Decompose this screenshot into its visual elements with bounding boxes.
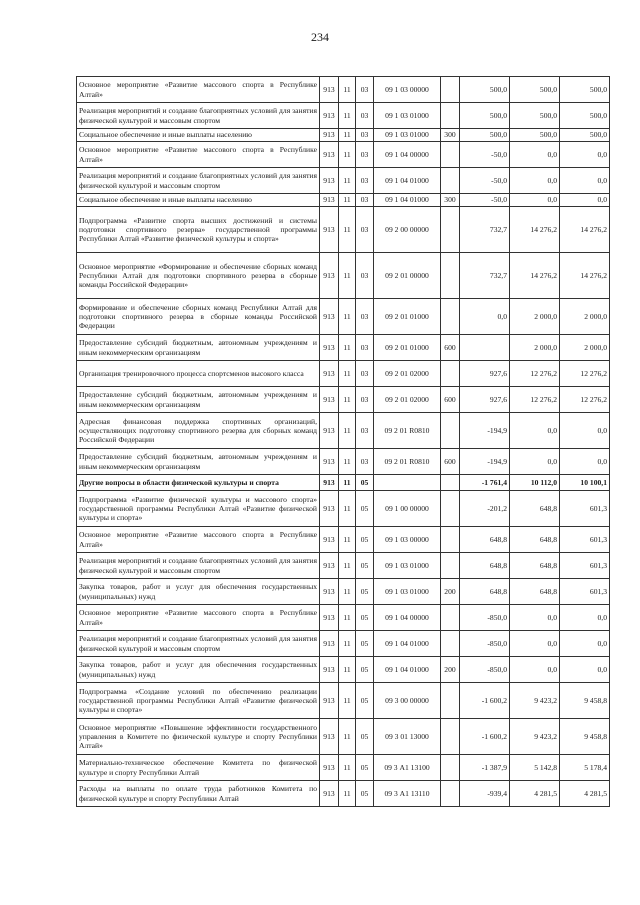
target-article: 09 2 00 00000 bbox=[374, 207, 441, 253]
admin-code: 913 bbox=[320, 77, 339, 103]
target-article: 09 2 01 00000 bbox=[374, 253, 441, 299]
target-article: 09 3 А1 13100 bbox=[374, 755, 441, 781]
amount-year-1: -939,4 bbox=[460, 781, 510, 807]
expense-type bbox=[441, 755, 460, 781]
subsection-code: 05 bbox=[356, 605, 374, 631]
amount-year-2: 2 000,0 bbox=[510, 299, 560, 335]
admin-code: 913 bbox=[320, 103, 339, 129]
table-row bbox=[77, 491, 610, 527]
expense-type bbox=[441, 475, 460, 491]
subsection-code: 05 bbox=[356, 491, 374, 527]
page-number: 234 bbox=[311, 30, 329, 44]
amount-year-2: 648,8 bbox=[510, 491, 560, 527]
table-row bbox=[77, 129, 610, 142]
amount-year-2: 2 000,0 bbox=[510, 335, 560, 361]
expense-name: Основное мероприятие «Развитие массового спорта в Республике Алтай» bbox=[77, 527, 320, 553]
expense-name: Основное мероприятие «Развитие массового спорта в Республике Алтай» bbox=[77, 77, 320, 103]
subsection-code: 05 bbox=[356, 781, 374, 807]
amount-year-1: 0,0 bbox=[460, 299, 510, 335]
section-code: 11 bbox=[339, 413, 356, 449]
amount-year-1: -50,0 bbox=[460, 194, 510, 207]
target-article: 09 1 04 01000 bbox=[374, 168, 441, 194]
amount-year-3: 10 100,1 bbox=[560, 475, 610, 491]
subsection-code: 05 bbox=[356, 755, 374, 781]
subsection-code: 03 bbox=[356, 168, 374, 194]
section-code: 11 bbox=[339, 194, 356, 207]
section-code: 11 bbox=[339, 719, 356, 755]
subsection-code: 03 bbox=[356, 77, 374, 103]
target-article: 09 1 03 00000 bbox=[374, 527, 441, 553]
target-article: 09 2 01 R0810 bbox=[374, 413, 441, 449]
amount-year-3: 0,0 bbox=[560, 657, 610, 683]
amount-year-2: 9 423,2 bbox=[510, 683, 560, 719]
section-code: 11 bbox=[339, 579, 356, 605]
expense-type bbox=[441, 491, 460, 527]
amount-year-3: 14 276,2 bbox=[560, 253, 610, 299]
amount-year-1: 500,0 bbox=[460, 103, 510, 129]
admin-code: 913 bbox=[320, 387, 339, 413]
expense-type bbox=[441, 413, 460, 449]
amount-year-2: 648,8 bbox=[510, 527, 560, 553]
table-row bbox=[77, 449, 610, 475]
admin-code: 913 bbox=[320, 631, 339, 657]
expense-type bbox=[441, 631, 460, 657]
target-article: 09 1 03 01000 bbox=[374, 129, 441, 142]
table-row bbox=[77, 194, 610, 207]
admin-code: 913 bbox=[320, 553, 339, 579]
expense-type bbox=[441, 683, 460, 719]
expense-name: Формирование и обеспечение сборных команд Республики Алтай для подготовки спортивного резерва в сборные команды Российской Федерации bbox=[77, 299, 320, 335]
table-row bbox=[77, 387, 610, 413]
amount-year-1: 732,7 bbox=[460, 253, 510, 299]
subsection-code: 03 bbox=[356, 129, 374, 142]
amount-year-2: 4 281,5 bbox=[510, 781, 560, 807]
expense-type bbox=[441, 361, 460, 387]
section-code: 11 bbox=[339, 683, 356, 719]
table-row bbox=[77, 781, 610, 807]
admin-code: 913 bbox=[320, 335, 339, 361]
subsection-code: 05 bbox=[356, 657, 374, 683]
expense-type bbox=[441, 77, 460, 103]
expense-type bbox=[441, 299, 460, 335]
amount-year-3: 2 000,0 bbox=[560, 299, 610, 335]
target-article: 09 1 04 01000 bbox=[374, 657, 441, 683]
target-article: 09 1 04 01000 bbox=[374, 194, 441, 207]
subsection-code: 05 bbox=[356, 631, 374, 657]
table-row bbox=[77, 579, 610, 605]
expense-name: Закупка товаров, работ и услуг для обеспечения государственных (муниципальных) нужд bbox=[77, 657, 320, 683]
admin-code: 913 bbox=[320, 207, 339, 253]
admin-code: 913 bbox=[320, 657, 339, 683]
target-article bbox=[374, 475, 441, 491]
subsection-code: 03 bbox=[356, 335, 374, 361]
amount-year-1: 648,8 bbox=[460, 527, 510, 553]
expense-name: Основное мероприятие «Формирование и обеспечение сборных команд Республики Алтай для подготовки спортивного резерва в сборные команды Российской Федерации» bbox=[77, 253, 320, 299]
expense-type: 600 bbox=[441, 387, 460, 413]
section-code: 11 bbox=[339, 142, 356, 168]
amount-year-3: 4 281,5 bbox=[560, 781, 610, 807]
amount-year-1: -850,0 bbox=[460, 657, 510, 683]
section-code: 11 bbox=[339, 605, 356, 631]
expense-type bbox=[441, 781, 460, 807]
amount-year-2: 0,0 bbox=[510, 413, 560, 449]
expense-name: Основное мероприятие «Развитие массового спорта в Республике Алтай» bbox=[77, 142, 320, 168]
amount-year-2: 0,0 bbox=[510, 631, 560, 657]
target-article: 09 1 04 01000 bbox=[374, 631, 441, 657]
expense-name: Расходы на выплаты по оплате труда работников Комитета по физической культуре и спорту Республики Алтай bbox=[77, 781, 320, 807]
section-code: 11 bbox=[339, 781, 356, 807]
amount-year-1: -50,0 bbox=[460, 142, 510, 168]
amount-year-2: 648,8 bbox=[510, 579, 560, 605]
budget-table bbox=[76, 76, 610, 807]
target-article: 09 2 01 02000 bbox=[374, 361, 441, 387]
amount-year-2: 12 276,2 bbox=[510, 387, 560, 413]
section-code: 11 bbox=[339, 361, 356, 387]
amount-year-3: 601,3 bbox=[560, 553, 610, 579]
admin-code: 913 bbox=[320, 527, 339, 553]
subsection-code: 03 bbox=[356, 194, 374, 207]
amount-year-2: 0,0 bbox=[510, 194, 560, 207]
section-code: 11 bbox=[339, 77, 356, 103]
admin-code: 913 bbox=[320, 413, 339, 449]
amount-year-2: 0,0 bbox=[510, 168, 560, 194]
expense-type bbox=[441, 605, 460, 631]
table-row bbox=[77, 335, 610, 361]
admin-code: 913 bbox=[320, 361, 339, 387]
amount-year-1: 927,6 bbox=[460, 361, 510, 387]
target-article: 09 3 А1 13110 bbox=[374, 781, 441, 807]
subsection-code: 05 bbox=[356, 719, 374, 755]
target-article: 09 2 01 01000 bbox=[374, 299, 441, 335]
expense-name: Предоставление субсидий бюджетным, автономным учреждениям и иным некоммерческим организациям bbox=[77, 449, 320, 475]
section-code: 11 bbox=[339, 387, 356, 413]
expense-name: Адресная финансовая поддержка спортивных организаций, осуществляющих подготовку спортивного резерва для сборных команд Российской Федерации bbox=[77, 413, 320, 449]
subsection-code: 03 bbox=[356, 449, 374, 475]
target-article: 09 2 01 02000 bbox=[374, 387, 441, 413]
section-code: 11 bbox=[339, 335, 356, 361]
subsection-code: 03 bbox=[356, 142, 374, 168]
amount-year-2: 14 276,2 bbox=[510, 207, 560, 253]
expense-type: 200 bbox=[441, 579, 460, 605]
expense-type: 200 bbox=[441, 657, 460, 683]
subsection-code: 03 bbox=[356, 207, 374, 253]
table-row bbox=[77, 553, 610, 579]
amount-year-3: 12 276,2 bbox=[560, 361, 610, 387]
expense-type bbox=[441, 553, 460, 579]
amount-year-1: -1 600,2 bbox=[460, 719, 510, 755]
amount-year-3: 2 000,0 bbox=[560, 335, 610, 361]
amount-year-1 bbox=[460, 335, 510, 361]
amount-year-1: 500,0 bbox=[460, 129, 510, 142]
table-row bbox=[77, 683, 610, 719]
table-row bbox=[77, 527, 610, 553]
table-row bbox=[77, 413, 610, 449]
amount-year-3: 0,0 bbox=[560, 168, 610, 194]
expense-name: Подпрограмма «Развитие спорта высших достижений и системы подготовки спортивного резерва» государственной программы Республики Алтай «Развитие физической культуры и спорта» bbox=[77, 207, 320, 253]
amount-year-1: -1 600,2 bbox=[460, 683, 510, 719]
amount-year-3: 0,0 bbox=[560, 142, 610, 168]
admin-code: 913 bbox=[320, 491, 339, 527]
subsection-code: 05 bbox=[356, 579, 374, 605]
section-code: 11 bbox=[339, 491, 356, 527]
admin-code: 913 bbox=[320, 194, 339, 207]
section-code: 11 bbox=[339, 631, 356, 657]
amount-year-2: 10 112,0 bbox=[510, 475, 560, 491]
expense-type bbox=[441, 719, 460, 755]
table-body bbox=[77, 77, 610, 807]
amount-year-3: 0,0 bbox=[560, 631, 610, 657]
admin-code: 913 bbox=[320, 142, 339, 168]
expense-name: Другие вопросы в области физической культуры и спорта bbox=[77, 475, 320, 491]
amount-year-3: 500,0 bbox=[560, 103, 610, 129]
expense-type: 300 bbox=[441, 194, 460, 207]
expense-name: Материально-техническое обеспечение Комитета по физической культуре и спорту Республики Алтай bbox=[77, 755, 320, 781]
amount-year-3: 0,0 bbox=[560, 413, 610, 449]
admin-code: 913 bbox=[320, 579, 339, 605]
amount-year-3: 601,3 bbox=[560, 527, 610, 553]
subsection-code: 03 bbox=[356, 387, 374, 413]
expense-name: Реализация мероприятий и создание благоприятных условий для занятия физической культурой и массовым спортом bbox=[77, 553, 320, 579]
admin-code: 913 bbox=[320, 129, 339, 142]
table-row bbox=[77, 361, 610, 387]
subsection-code: 05 bbox=[356, 475, 374, 491]
table-row bbox=[77, 657, 610, 683]
amount-year-1: -850,0 bbox=[460, 605, 510, 631]
amount-year-1: -850,0 bbox=[460, 631, 510, 657]
amount-year-1: -201,2 bbox=[460, 491, 510, 527]
subsection-code: 03 bbox=[356, 361, 374, 387]
target-article: 09 1 03 01000 bbox=[374, 579, 441, 605]
section-code: 11 bbox=[339, 657, 356, 683]
expense-name: Реализация мероприятий и создание благоприятных условий для занятия физической культурой и массовым спортом bbox=[77, 631, 320, 657]
target-article: 09 1 00 00000 bbox=[374, 491, 441, 527]
amount-year-3: 9 458,8 bbox=[560, 719, 610, 755]
amount-year-2: 12 276,2 bbox=[510, 361, 560, 387]
section-code: 11 bbox=[339, 299, 356, 335]
table-row bbox=[77, 605, 610, 631]
subsection-code: 05 bbox=[356, 683, 374, 719]
amount-year-3: 0,0 bbox=[560, 449, 610, 475]
amount-year-2: 5 142,8 bbox=[510, 755, 560, 781]
admin-code: 913 bbox=[320, 475, 339, 491]
expense-name: Основное мероприятие «Повышение эффективности государственного управления в Комитете по физической культуре и спорту Республики Алтай» bbox=[77, 719, 320, 755]
subsection-code: 05 bbox=[356, 527, 374, 553]
admin-code: 913 bbox=[320, 253, 339, 299]
section-code: 11 bbox=[339, 129, 356, 142]
table-row bbox=[77, 168, 610, 194]
amount-year-2: 0,0 bbox=[510, 605, 560, 631]
expense-name: Реализация мероприятий и создание благоприятных условий для занятия физической культурой и массовым спортом bbox=[77, 168, 320, 194]
subsection-code: 03 bbox=[356, 299, 374, 335]
admin-code: 913 bbox=[320, 781, 339, 807]
table-row bbox=[77, 77, 610, 103]
expense-type: 600 bbox=[441, 449, 460, 475]
amount-year-3: 0,0 bbox=[560, 194, 610, 207]
section-code: 11 bbox=[339, 475, 356, 491]
expense-type bbox=[441, 168, 460, 194]
expense-name: Предоставление субсидий бюджетным, автономным учреждениям и иным некоммерческим организациям bbox=[77, 335, 320, 361]
subsection-code: 03 bbox=[356, 413, 374, 449]
amount-year-2: 14 276,2 bbox=[510, 253, 560, 299]
amount-year-2: 500,0 bbox=[510, 129, 560, 142]
amount-year-2: 500,0 bbox=[510, 103, 560, 129]
expense-name: Закупка товаров, работ и услуг для обеспечения государственных (муниципальных) нужд bbox=[77, 579, 320, 605]
table-row bbox=[77, 142, 610, 168]
table-row bbox=[77, 103, 610, 129]
table-row bbox=[77, 299, 610, 335]
target-article: 09 1 03 00000 bbox=[374, 77, 441, 103]
section-code: 11 bbox=[339, 168, 356, 194]
admin-code: 913 bbox=[320, 605, 339, 631]
section-code: 11 bbox=[339, 103, 356, 129]
target-article: 09 2 01 R0810 bbox=[374, 449, 441, 475]
amount-year-2: 9 423,2 bbox=[510, 719, 560, 755]
table-row bbox=[77, 475, 610, 491]
amount-year-1: -1 387,9 bbox=[460, 755, 510, 781]
table-row bbox=[77, 755, 610, 781]
admin-code: 913 bbox=[320, 299, 339, 335]
admin-code: 913 bbox=[320, 719, 339, 755]
amount-year-2: 648,8 bbox=[510, 553, 560, 579]
table-row bbox=[77, 253, 610, 299]
expense-type bbox=[441, 142, 460, 168]
amount-year-1: 648,8 bbox=[460, 553, 510, 579]
amount-year-1: -194,9 bbox=[460, 449, 510, 475]
amount-year-3: 500,0 bbox=[560, 77, 610, 103]
expense-type bbox=[441, 253, 460, 299]
table-row bbox=[77, 719, 610, 755]
target-article: 09 3 00 00000 bbox=[374, 683, 441, 719]
expense-type: 600 bbox=[441, 335, 460, 361]
amount-year-2: 0,0 bbox=[510, 449, 560, 475]
target-article: 09 1 04 00000 bbox=[374, 605, 441, 631]
amount-year-2: 500,0 bbox=[510, 77, 560, 103]
section-code: 11 bbox=[339, 755, 356, 781]
subsection-code: 03 bbox=[356, 253, 374, 299]
expense-type bbox=[441, 103, 460, 129]
expense-type: 300 bbox=[441, 129, 460, 142]
expense-type bbox=[441, 527, 460, 553]
amount-year-3: 9 458,8 bbox=[560, 683, 610, 719]
admin-code: 913 bbox=[320, 755, 339, 781]
target-article: 09 3 01 13000 bbox=[374, 719, 441, 755]
expense-type bbox=[441, 207, 460, 253]
target-article: 09 1 04 00000 bbox=[374, 142, 441, 168]
section-code: 11 bbox=[339, 449, 356, 475]
section-code: 11 bbox=[339, 207, 356, 253]
amount-year-1: 500,0 bbox=[460, 77, 510, 103]
amount-year-1: -1 761,4 bbox=[460, 475, 510, 491]
amount-year-1: -194,9 bbox=[460, 413, 510, 449]
admin-code: 913 bbox=[320, 168, 339, 194]
table-row bbox=[77, 207, 610, 253]
expense-name: Предоставление субсидий бюджетным, автономным учреждениям и иным некоммерческим организациям bbox=[77, 387, 320, 413]
target-article: 09 1 03 01000 bbox=[374, 553, 441, 579]
expense-name: Подпрограмма «Создание условий по обеспечению реализации государственной программы Республики Алтай «Развитие физической культуры и спорта» bbox=[77, 683, 320, 719]
section-code: 11 bbox=[339, 527, 356, 553]
expense-name: Реализация мероприятий и создание благоприятных условий для занятия физической культурой и массовым спортом bbox=[77, 103, 320, 129]
expense-name: Организация тренировочного процесса спортсменов высокого класса bbox=[77, 361, 320, 387]
table-row bbox=[77, 631, 610, 657]
amount-year-3: 12 276,2 bbox=[560, 387, 610, 413]
target-article: 09 2 01 01000 bbox=[374, 335, 441, 361]
expense-name: Социальное обеспечение и иные выплаты населению bbox=[77, 129, 320, 142]
expense-name: Социальное обеспечение и иные выплаты населению bbox=[77, 194, 320, 207]
amount-year-1: 648,8 bbox=[460, 579, 510, 605]
amount-year-2: 0,0 bbox=[510, 142, 560, 168]
target-article: 09 1 03 01000 bbox=[374, 103, 441, 129]
expense-name: Подпрограмма «Развитие физической культуры и массового спорта» государственной программы Республики Алтай «Развитие физической культуры и спорта» bbox=[77, 491, 320, 527]
admin-code: 913 bbox=[320, 449, 339, 475]
amount-year-2: 0,0 bbox=[510, 657, 560, 683]
amount-year-3: 14 276,2 bbox=[560, 207, 610, 253]
amount-year-3: 601,3 bbox=[560, 579, 610, 605]
amount-year-3: 0,0 bbox=[560, 605, 610, 631]
amount-year-3: 5 178,4 bbox=[560, 755, 610, 781]
admin-code: 913 bbox=[320, 683, 339, 719]
expense-name: Основное мероприятие «Развитие массового спорта в Республике Алтай» bbox=[77, 605, 320, 631]
amount-year-1: 927,6 bbox=[460, 387, 510, 413]
section-code: 11 bbox=[339, 553, 356, 579]
section-code: 11 bbox=[339, 253, 356, 299]
subsection-code: 05 bbox=[356, 553, 374, 579]
amount-year-3: 601,3 bbox=[560, 491, 610, 527]
amount-year-3: 500,0 bbox=[560, 129, 610, 142]
subsection-code: 03 bbox=[356, 103, 374, 129]
amount-year-1: -50,0 bbox=[460, 168, 510, 194]
amount-year-1: 732,7 bbox=[460, 207, 510, 253]
